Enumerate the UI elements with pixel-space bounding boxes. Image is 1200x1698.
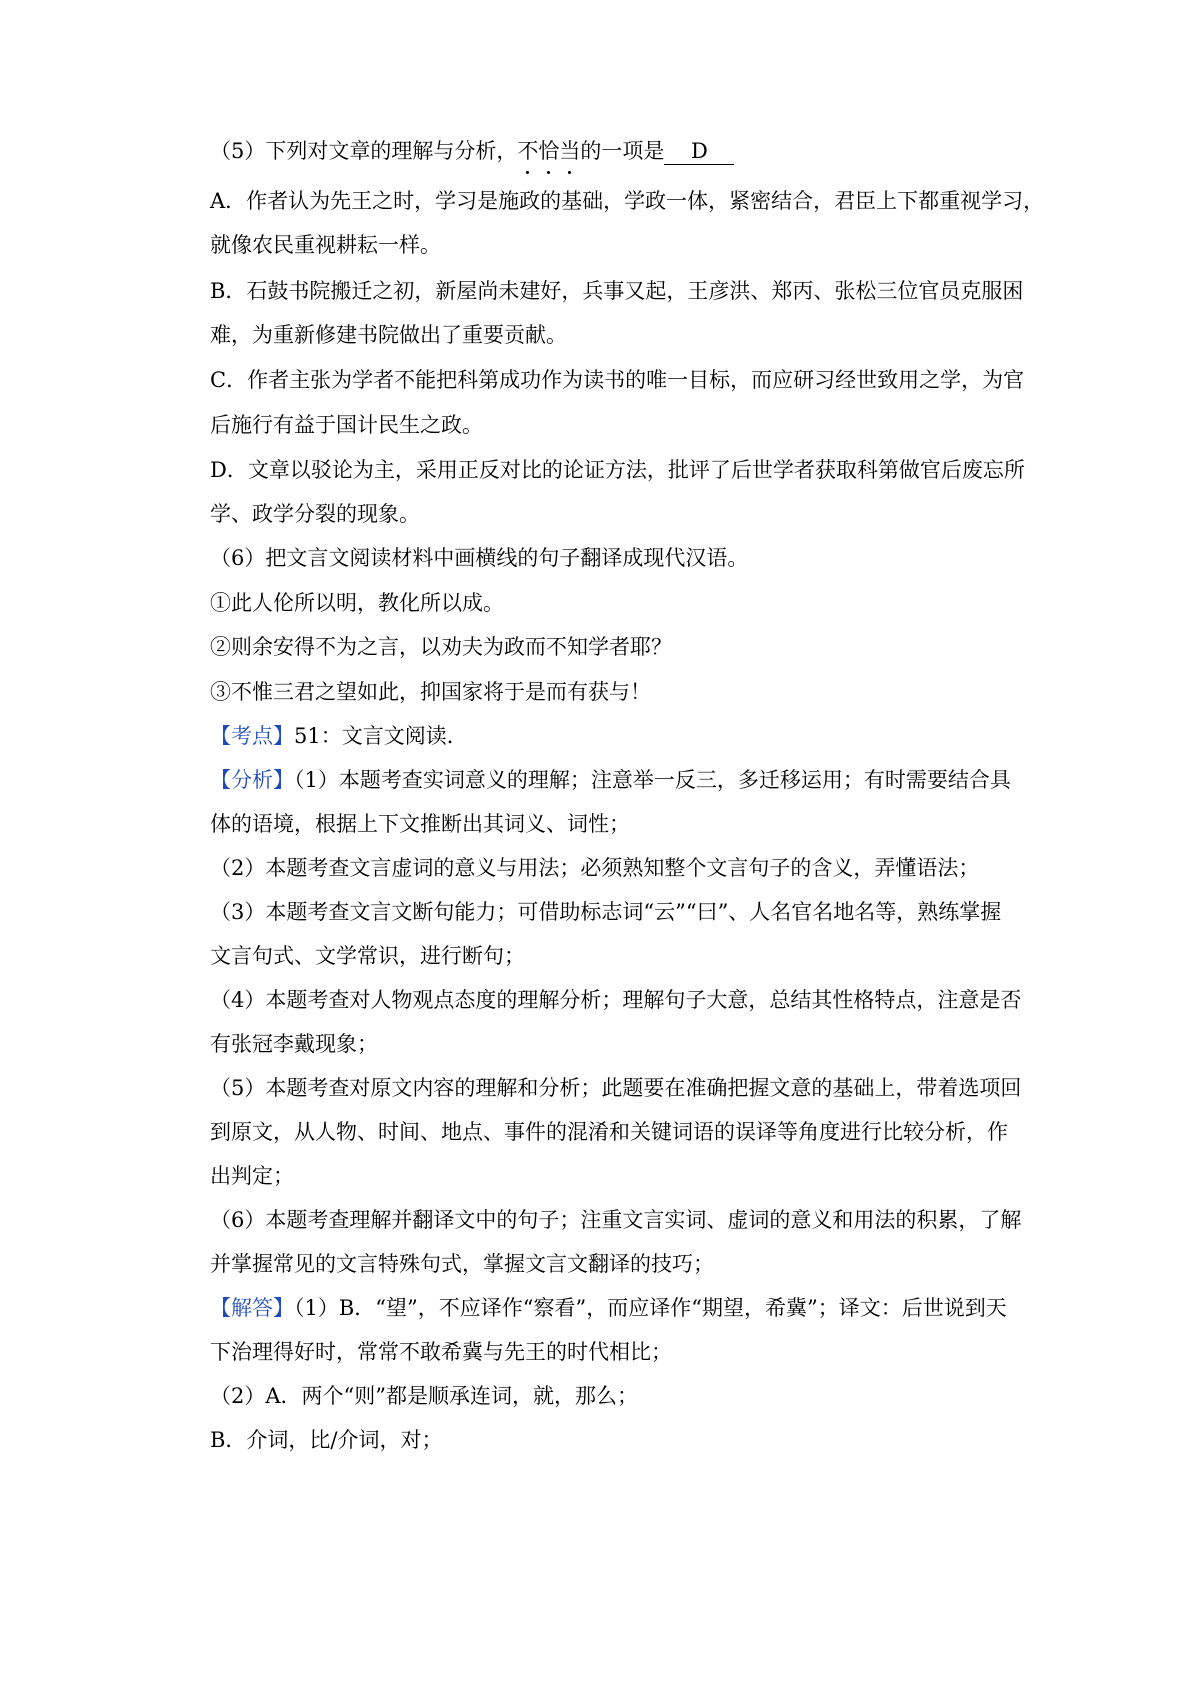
fenxi-line: （2）本题考查文言虚词的意义与用法；必须熟知整个文言句子的含义，弄懂语法； <box>210 856 980 880</box>
fenxi-line: 文言句式、文学常识，进行断句； <box>210 944 525 968</box>
fenxi-line: （6）本题考查理解并翻译文中的句子；注重文言实词、虚词的意义和用法的积累，了解 <box>210 1208 1022 1232</box>
option-b-line-2: 难，为重新修建书院做出了重要贡献。 <box>210 323 567 347</box>
option-b-line-1: B．石鼓书院搬迁之初，新屋尚未建好，兵事又起，王彦洪、郑丙、张松三位官员克服困 <box>210 279 1024 303</box>
option-d-line-2: 学、政学分裂的现象。 <box>210 502 420 526</box>
fenxi-line: 出判定； <box>210 1164 294 1188</box>
emphasis-dotted <box>517 136 580 166</box>
jieda-line: B．介词，比/介词，对； <box>210 1428 443 1452</box>
question-6-prompt: （6）把文言文阅读材料中画横线的句子翻译成现代汉语。 <box>210 546 749 570</box>
fenxi-section <box>210 765 1030 795</box>
fenxi-line: 有张冠李戴现象； <box>210 1032 378 1056</box>
fenxi-line: （3）本题考查文言文断句能力；可借助标志词“云”“曰”、人名官名地名等，熟练掌握 <box>210 900 1002 924</box>
fenxi-line: （5）本题考查对原文内容的理解和分析；此题要在准确把握文意的基础上，带着选项回 <box>210 1076 1022 1100</box>
fenxi-line: 并掌握常见的文言特殊句式，掌握文言文翻译的技巧； <box>210 1252 714 1276</box>
option-c-line-2: 后施行有益于国计民生之政。 <box>210 413 483 437</box>
question-5-prefix: （5）下列对文章的理解与分析， <box>210 139 518 163</box>
jieda-first-line: （1）B．“望”，不应译作“察看”，而应译作“期望，希冀”；译文：后世说到天 <box>294 1296 1007 1320</box>
jieda-tag: 【解答】 <box>210 1296 294 1320</box>
jieda-section <box>210 1293 1030 1323</box>
q6-item-2: ②则余安得不为之言，以劝夫为政而不知学者耶？ <box>210 635 672 659</box>
option-d-line-1: D．文章以驳论为主，采用正反对比的论证方法，批评了后世学者获取科第做官后废忘所 <box>210 458 1025 482</box>
fenxi-line: 到原文，从人物、时间、地点、事件的混淆和关键词语的误译等角度进行比较分析，作 <box>210 1120 1008 1144</box>
option-a-line-2: 就像农民重视耕耘一样。 <box>210 233 441 257</box>
q6-item-3: ③不惟三君之望如此，抑国家将于是而有获与！ <box>210 680 651 704</box>
option-c-line-1: C．作者主张为学者不能把科第成功作为读书的唯一目标，而应研习经世致用之学，为官 <box>210 368 1025 392</box>
jieda-line: 下治理得好时，常常不敢希冀与先王的时代相比； <box>210 1340 672 1364</box>
fenxi-line: （4）本题考查对人物观点态度的理解分析；理解句子大意，总结其性格特点，注意是否 <box>210 988 1022 1012</box>
jieda-line: （2）A．两个“则”都是顺承连词，就，那么； <box>210 1384 638 1408</box>
q6-item-1: ①此人伦所以明，教化所以成。 <box>210 591 504 615</box>
emphasis-dots <box>517 171 580 174</box>
kaodian-section <box>210 721 1030 751</box>
question-5-suffix: 的一项是 <box>580 139 665 163</box>
kaodian-tag: 【考点】 <box>210 724 294 748</box>
fenxi-first-line: （1）本题考查实词意义的理解；注意举一反三，多迁移运用；有时需要结合具 <box>294 768 1011 792</box>
kaodian-text: 51：文言文阅读． <box>294 724 468 748</box>
emphasis-text: 不恰当 <box>517 139 581 163</box>
option-a-line-1: A．作者认为先王之时，学习是施政的基础，学政一体，紧密结合，君臣上下都重视学习， <box>210 189 1045 213</box>
answer-blank: D <box>664 138 734 165</box>
fenxi-line: 体的语境，根据上下文推断出其词义、词性； <box>210 812 630 836</box>
question-5 <box>210 136 1030 166</box>
fenxi-tag: 【分析】 <box>210 768 294 792</box>
